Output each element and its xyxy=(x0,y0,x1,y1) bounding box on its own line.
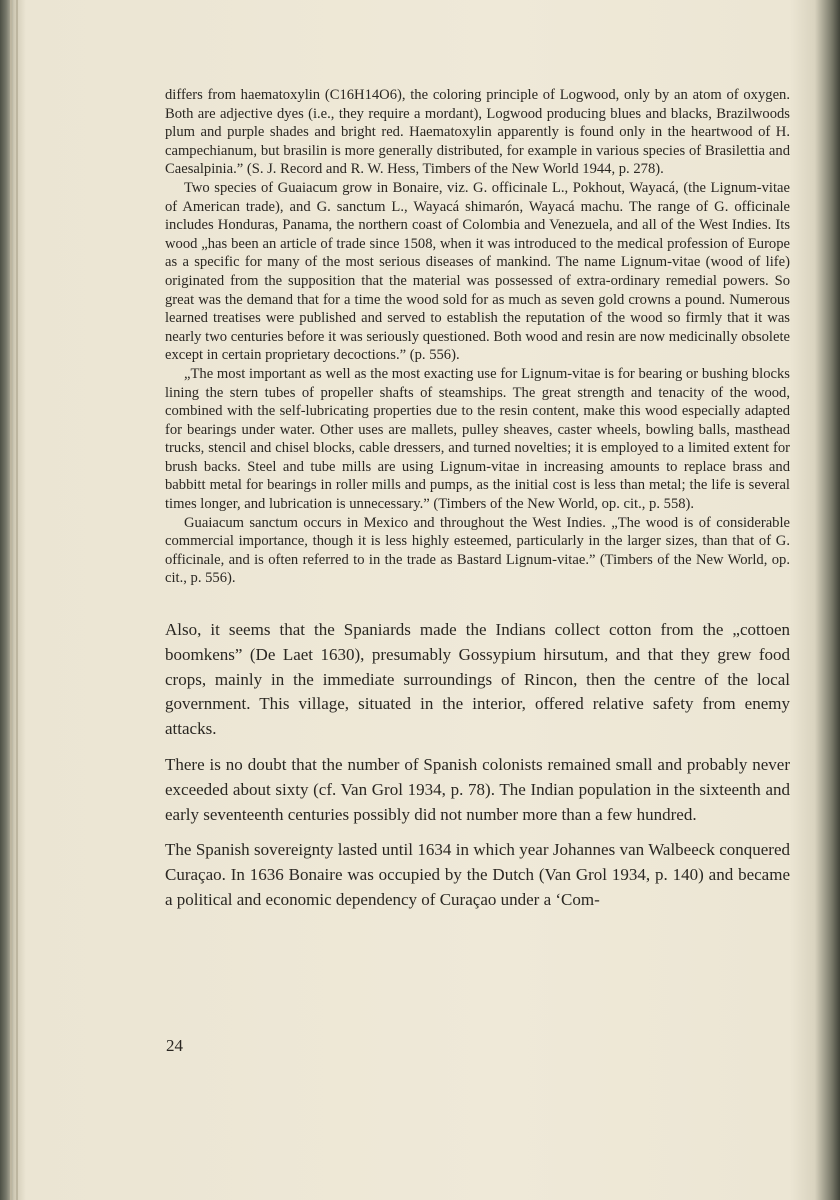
note-paragraph: Two species of Guaiacum grow in Bonaire, viz. G. officinale L., Pokhout, Wayacá, (the Lignum-vitae of American trade), and G. sanctum L., Wayacá shimarón, Wayacá machu. The range of G. officinale includes Honduras, Panama, the northern coast of Colombia and Venezuela, and all of the West Indies. Its wood „has been an article of trade since 1508, when it was introduced to the medical profession of Europe as a specific for many of the most serious diseases of mankind. The name Lignum-vitae (wood of life) originated from the supposition that the material was possessed of extra-ordinary remedial powers. So great was the demand that for a time the wood sold for as much as seven gold crowns a pound. Numerous learned treatises were published and served to establish the reputation of the wood so firmly that it was nearly two centuries before it was seriously questioned. Both wood and resin are now medicinally obsolete except in certain proprietary decoctions.” (p. 556). xyxy=(165,179,790,364)
body-paragraph: The Spanish sovereignty lasted until 1634 in which year Johannes van Walbeeck conquered Curaçao. In 1636 Bonaire was occupied by the Dutch (Van Grol 1934, p. 140) and became a political and economic dependency of Curaçao under a ‘Com- xyxy=(165,840,790,909)
main-text xyxy=(165,618,790,913)
note-paragraph: „The most important as well as the most exacting use for Lignum-vitae is for bearing or bushing blocks lining the stern tubes of propeller shafts of steamships. The great strength and tenacity of the wood, combined with the self-lubricating properties due to the resin content, make this wood especially adapted for bearings under water. Other uses are mallets, pulley sheaves, caster wheels, bowling balls, masthead trucks, stencil and chisel blocks, cable dressers, and turned novelties; it is employed to a limited extent for brush backs. Steel and tube mills are using Lignum-vitae in increasing amounts to replace brass and babbitt metal for bearings in roller mills and pumps, as the initial cost is less than metal; the life is several times longer, and lubrication is unnecessary.” (Timbers of the New World, op. cit., p. 558). xyxy=(165,365,790,513)
body-paragraph: There is no doubt that the number of Spanish colonists remained small and probably never exceeded about sixty (cf. Van Grol 1934, p. 78). The Indian population in the sixteenth and early seventeenth centuries possibly did not number more than a few hundred. xyxy=(165,755,790,824)
page-content xyxy=(165,86,790,924)
note-paragraph: differs from haematoxylin (C16H14O6), the coloring principle of Logwood, only by an atom of oxygen. Both are adjective dyes (i.e., they require a mordant), Logwood producing blues and blacks, Brazilwoods plum and purple shades and bright red. Haematoxylin apparently is found only in the heartwood of H. campechianum, but brasilin is more generally distributed, for example in various species of Brasilettia and Caesalpinia.” (S. J. Record and R. W. Hess, Timbers of the New World 1944, p. 278). xyxy=(165,87,790,178)
note-paragraph: Guaiacum sanctum occurs in Mexico and throughout the West Indies. „The wood is of considerable commercial importance, though it is less highly esteemed, particularly in the larger sizes, than that of G. officinale, and is often referred to in the trade as Bastard Lignum-vitae.” (Timbers of the New World, op. cit., p. 556). xyxy=(165,514,790,587)
footnote-block xyxy=(165,86,790,588)
page-number: 24 xyxy=(166,1036,183,1055)
page-edge xyxy=(16,0,18,1200)
body-paragraph: Also, it seems that the Spaniards made the Indians collect cotton from the „cottoen boomkens” (De Laet 1630), presumably Gossypium hirsutum, and that they grew food crops, mainly in the immediate surroundings of Rincon, then the centre of the local government. This village, situated in the interior, offered relative safety from enemy attacks. xyxy=(165,620,790,739)
page-edge xyxy=(10,0,12,1200)
